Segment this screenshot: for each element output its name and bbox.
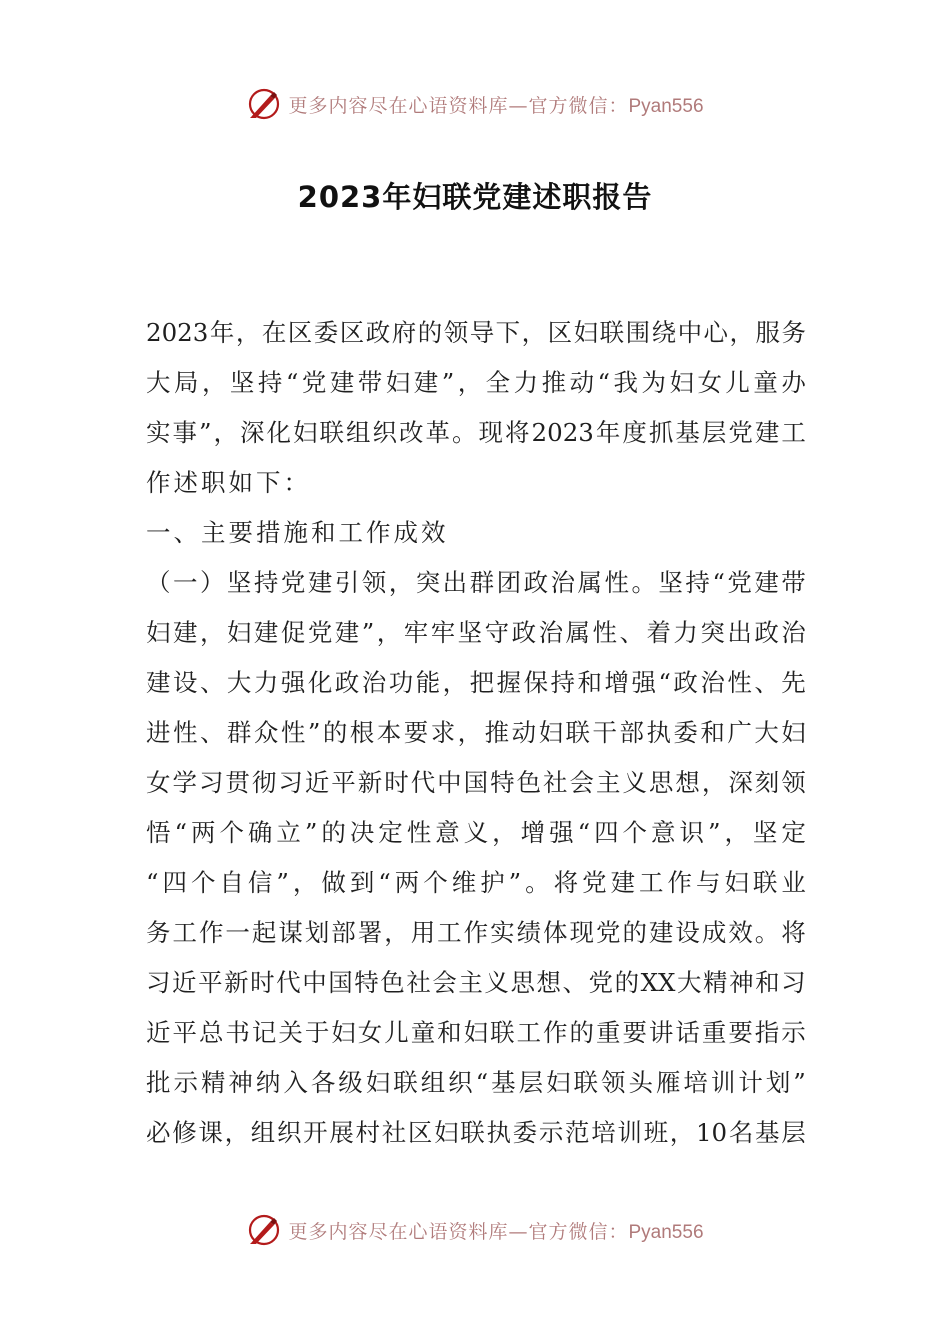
- document-title: 2023年妇联党建述职报告: [297, 180, 653, 214]
- text-line: 大 局 ， 坚 持 “ 党 建 带 妇 建 ” ， 全 力 推 动 “ 我 为 妇 女 儿 童 办: [146, 368, 806, 397]
- text-line: 悟 “ 两 个 确 立 ” 的 决 定 性 意 义 ， 增 强 “ 四 个 意 识 ” ， 坚 定: [146, 818, 806, 847]
- watermark-prefix: 更多内容尽在心语资料库—官方微信：: [288, 94, 629, 117]
- pen-seal-icon: [246, 86, 282, 122]
- document-body: [146, 308, 806, 1158]
- text-line: （ 一 ） 坚 持 党 建 引 领 ， 突 出 群 团 政 治 属 性 。 坚 持 “ 党 建 带: [146, 568, 806, 597]
- text-line: 作 述 职 如 下 ：: [146, 468, 311, 497]
- watermark-header: [0, 82, 950, 126]
- text-line: 实 事 ” ， 深 化 妇 联 组 织 改 革 。 现 将 2023 年 度 抓 基 层 党 建 工: [146, 418, 806, 447]
- pen-seal-icon: [246, 1212, 282, 1248]
- text-line: 务 工 作 一 起 谋 划 部 署 ， 用 工 作 实 绩 体 现 党 的 建 设 成 效 。 将: [146, 918, 806, 947]
- text-line: 进 性 、 群 众 性 ” 的 根 本 要 求 ， 推 动 妇 联 干 部 执 委 和 广 大 妇: [146, 718, 806, 747]
- text-line: 妇 建 ， 妇 建 促 党 建 ” ， 牢 牢 坚 守 政 治 属 性 、 着 力 突 出 政 治: [146, 618, 806, 647]
- text-line: “ 四 个 自 信 ” ， 做 到 “ 两 个 维 护 ” 。 将 党 建 工 作 与 妇 联 业: [146, 868, 806, 897]
- text-line: 习 近 平 新 时 代 中 国 特 色 社 会 主 义 思 想 、 党 的 XX 大 精 神 和 习: [146, 968, 806, 997]
- text-line: 建 设 、 大 力 强 化 政 治 功 能 ， 把 握 保 持 和 增 强 “ 政 治 性 、 先: [146, 668, 806, 697]
- text-line: 批 示 精 神 纳 入 各 级 妇 联 组 织 “ 基 层 妇 联 领 头 雁 培 训 计 划 ”: [146, 1068, 806, 1097]
- text-line: 2023 年 ， 在 区 委 区 政 府 的 领 导 下 ， 区 妇 联 围 绕 中 心 ， 服 务: [146, 318, 806, 347]
- watermark-id: Pyan556: [628, 1221, 704, 1243]
- text-line: 近 平 总 书 记 关 于 妇 女 儿 童 和 妇 联 工 作 的 重 要 讲 话 重 要 指 示: [146, 1018, 806, 1047]
- section-heading: 一 、 主 要 措 施 和 工 作 成 效: [146, 518, 449, 547]
- watermark-footer: [0, 1208, 950, 1252]
- text-line: 必 修 课 ， 组 织 开 展 村 社 区 妇 联 执 委 示 范 培 训 班 ， 10 名 基 层: [146, 1118, 806, 1147]
- watermark-prefix: 更多内容尽在心语资料库—官方微信：: [288, 1220, 629, 1243]
- text-line: 女 学 习 贯 彻 习 近 平 新 时 代 中 国 特 色 社 会 主 义 思 想 ， 深 刻 领: [146, 768, 806, 797]
- watermark-text: [288, 1217, 703, 1244]
- watermark-text: [288, 91, 703, 118]
- watermark-id: Pyan556: [628, 95, 704, 117]
